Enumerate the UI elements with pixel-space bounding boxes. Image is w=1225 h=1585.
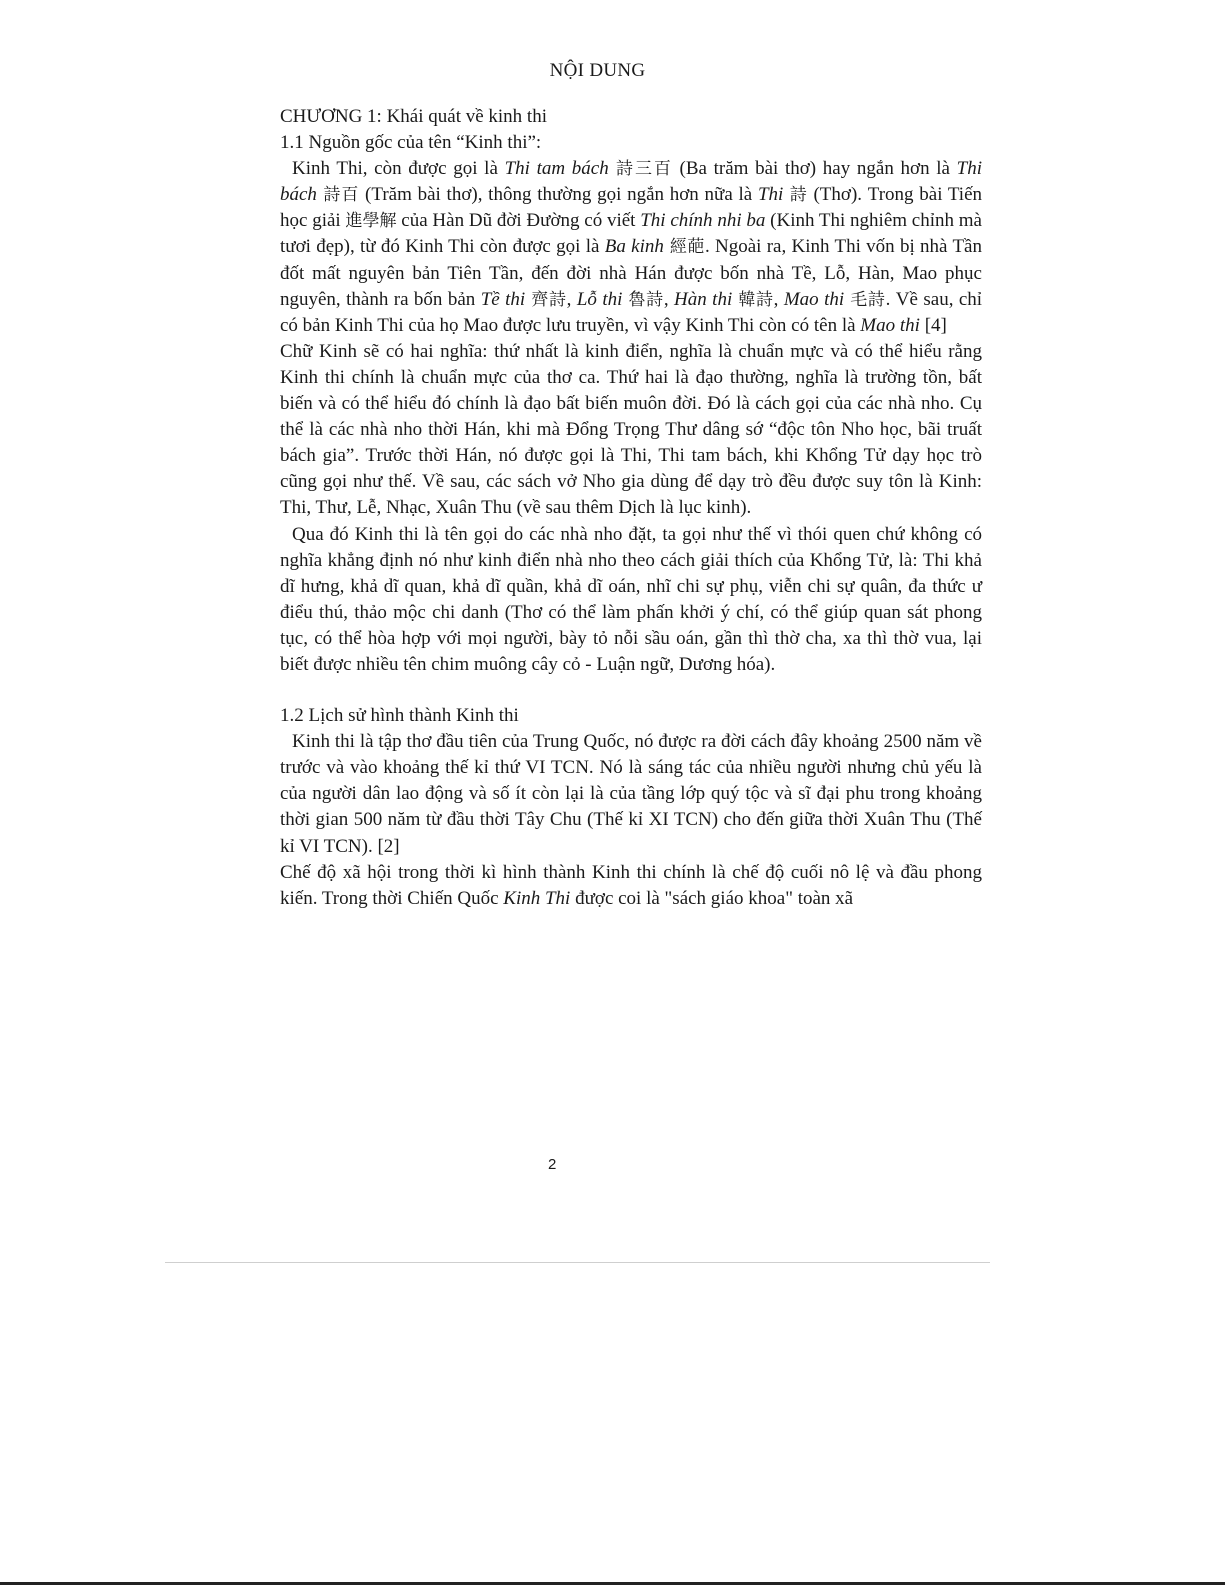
document-body bbox=[280, 104, 982, 912]
page-number: 2 bbox=[548, 1156, 557, 1173]
section-heading-1-1: 1.1 Nguồn gốc của tên “Kinh thi”: bbox=[280, 132, 542, 154]
paragraph-meaning: Chữ Kinh sẽ có hai nghĩa: thứ nhất là kinh điển, nghĩa là chuẩn mực và có thể hiểu rằng Kinh thi chính là chuẩn mực của thơ ca. Thứ hai là đạo thường, nghĩa là trường tồn, bất biến và có thể hiểu đó chính là đạo bất biến muôn đời. Đó là cách gọi của các nhà nho. Cụ thể là các nhà nho thời Hán, khi mà Đổng Trọng Thư dâng sớ “độc tôn Nho học, bãi truất bách gia”. Trước thời Hán, nó được gọi là Thi, Thi tam bách, khi Khổng Tử dạy học trò cũng gọi như thế. Về sau, các sách vở Nho gia dùng để dạy trò đều được suy tôn là Kinh: Thi, Thư, Lễ, Nhạc, Xuân Thu (về sau thêm Dịch là lục kinh). bbox=[280, 340, 982, 519]
section-heading-1-2: 1.2 Lịch sử hình thành Kinh thi bbox=[280, 705, 519, 727]
page-divider bbox=[165, 1262, 990, 1263]
paragraph-society: Chế độ xã hội trong thời kì hình thành Kinh thi chính là chế độ cuối nô lệ và đầu phong kiến. Trong thời Chiến Quốc Kinh Thi được coi là "sách giáo khoa" toàn xã bbox=[280, 861, 982, 909]
chapter-heading: CHƯƠNG 1: Khái quát về kinh thi bbox=[280, 106, 547, 127]
paragraph-origin: Kinh Thi, còn được gọi là Thi tam bách 詩三百 (Ba trăm bài thơ) hay ngắn hơn là Thi bách 詩百 (Trăm bài thơ), thông thường gọi ngắn hơn nữa là Thi 詩 (Thơ). Trong bài Tiến học giải 進學解 của Hàn Dũ đời Đường có viết Thi chính nhi ba (Kinh Thi nghiêm chỉnh mà tươi đẹp), từ đó Kinh Thi còn được gọi là Ba kinh 經葩. Ngoài ra, Kinh Thi vốn bị nhà Tần đốt mất nguyên bản Tiên Tần, đến đời nhà Hán được bốn nhà Tề, Lỗ, Hàn, Mao phục nguyên, thành ra bốn bản Tề thi 齊詩, Lỗ thi 魯詩, Hàn thi 韓詩, Mao thi 毛詩. Về sau, chỉ có bản Kinh Thi của họ Mao được lưu truyền, vì vậy Kinh Thi còn có tên là Mao thi [4] bbox=[280, 158, 983, 336]
paragraph-history: Kinh thi là tập thơ đầu tiên của Trung Quốc, nó được ra đời cách đây khoảng 2500 năm về trước và vào khoảng thế kỉ thứ VI TCN. Nó là sáng tác của nhiều người nhưng chủ yếu là của người dân lao động và số ít còn lại là của tầng lớp quý tộc và sĩ đại phu trong khoảng thời gian 500 năm từ đầu thời Tây Chu (Thế kỉ XI TCN) cho đến giữa thời Xuân Thu (Thế kỉ VI TCN). [2] bbox=[280, 731, 982, 857]
paragraph-confucian: Qua đó Kinh thi là tên gọi do các nhà nho đặt, ta gọi như thế vì thói quen chứ không có nghĩa khẳng định nó như kinh điển nhà nho theo cách giải thích của Khổng Tử, là: Thi khả dĩ hưng, khả dĩ quan, khả dĩ quần, khả dĩ oán, nhĩ chi sự phụ, viễn chi sự quân, đa thức ư điểu thú, thảo mộc chi danh (Thơ có thể làm phấn khởi ý chí, có thể giúp quan sát phong tục, có thể hòa hợp với mọi người, bày tỏ nỗi sầu oán, gần thì thờ cha, xa thì thờ vua, lại biết được nhiều tên chim muông cây cỏ - Luận ngữ, Dương hóa). bbox=[280, 523, 982, 675]
page-title: NỘI DUNG bbox=[549, 60, 646, 81]
spacer bbox=[280, 678, 982, 703]
